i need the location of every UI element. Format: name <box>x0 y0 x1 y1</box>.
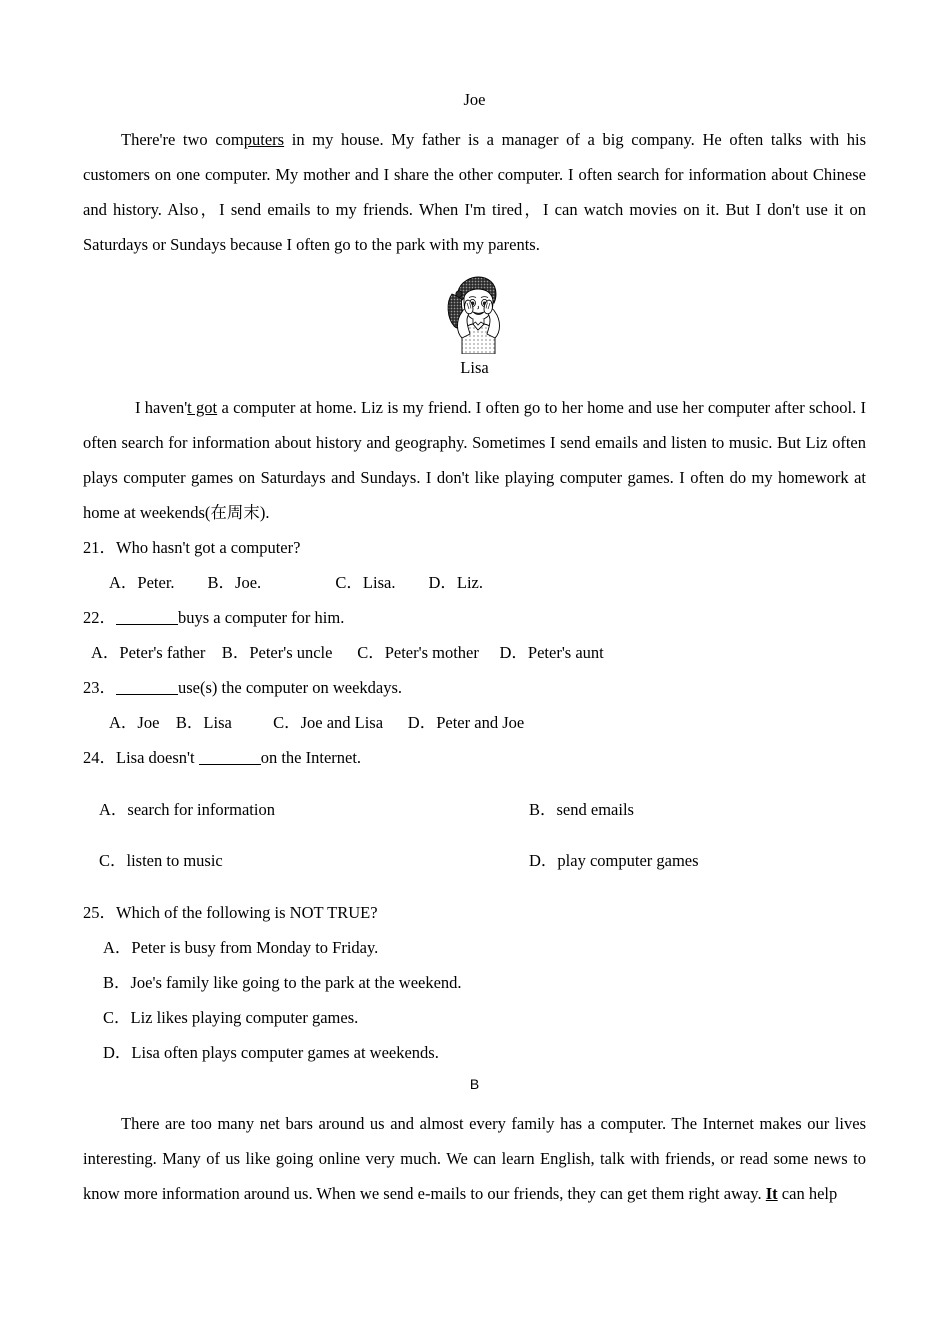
question-23-number: 23． <box>83 678 116 697</box>
question-24-option-b[interactable]: B．send emails <box>529 799 634 819</box>
passage-lisa-post: a computer at home. Liz is my friend. I often go to her home and use her computer after school. I often search for information about history and geography. Sometimes I send emails and listen to music. But Liz often plays computer games on Saturdays and Sundays. I don't like playing computer games. I often do my homework at home at weekends(在周末). <box>83 398 866 522</box>
question-21-options[interactable]: A．Peter. B．Joe. C．Lisa. D．Liz. <box>109 573 483 592</box>
page-content <box>83 86 866 1211</box>
question-24-number: 24． <box>83 748 116 767</box>
question-24-stem-pre: Lisa doesn't <box>116 748 199 767</box>
passage-joe-underlined-word: puters <box>243 130 285 149</box>
question-25-stem: Which of the following is NOT TRUE? <box>116 902 378 922</box>
passage-b <box>83 1106 866 1211</box>
passage-joe-post: in my house. My father is a manager of a big company. He often talks with his customers on one computer. My mother and I share the other computer. I often search for information about Chinese and history. Also，I send emails to my friends. When I'm tired，I can watch movies on it. But I don't use it on Saturdays or Sundays because I often go to the park with my parents. <box>83 130 866 254</box>
passage-joe-pre: There're two com <box>121 130 244 149</box>
question-22 <box>83 600 866 635</box>
question-24-answer-blank[interactable] <box>199 764 261 765</box>
question-21-stem: Who hasn't got a computer? <box>116 538 301 557</box>
passage-b-post: can help <box>777 1183 838 1203</box>
question-22-number: 22． <box>83 608 116 627</box>
question-25-option-b[interactable]: B．Joe's family like going to the park at the weekend. <box>103 972 462 992</box>
question-21 <box>83 530 866 565</box>
passage-lisa-underlined-word: t got <box>187 398 218 417</box>
passage-lisa <box>83 390 866 530</box>
question-22-options[interactable]: A．Peter's father B．Peter's uncle C．Peter's mother D．Peter's aunt <box>91 643 604 662</box>
passage-b-pre: There are too many net bars around us and almost every family has a computer. The Internet makes our lives interesting. Many of us like going online very much. We can learn English, talk with friends, or read some news to know more information around us. When we send e-mails to our friends, they can get them right away. <box>83 1113 866 1203</box>
question-25 <box>83 895 866 930</box>
question-23-answer-blank[interactable] <box>116 694 178 695</box>
question-24 <box>83 740 866 775</box>
question-25-option-d[interactable]: D．Lisa often plays computer games at weekends. <box>103 1042 439 1062</box>
question-25-option-a[interactable]: A．Peter is busy from Monday to Friday. <box>103 937 379 957</box>
passage-b-label: B <box>469 1075 480 1092</box>
question-23 <box>83 670 866 705</box>
speaker-label-lisa: Lisa <box>460 358 489 377</box>
question-24-stem-post: on the Internet. <box>260 748 362 767</box>
passage-b-emphasized-word: It <box>765 1183 778 1203</box>
passage-joe <box>83 122 866 262</box>
girl-holding-head-icon <box>444 274 506 354</box>
question-25-option-c[interactable]: C．Liz likes playing computer games. <box>103 1007 359 1027</box>
question-22-answer-blank[interactable] <box>116 624 178 625</box>
question-24-options-row-1 <box>83 792 866 827</box>
question-24-option-a[interactable]: A．search for information <box>99 799 275 819</box>
speaker-label-joe: Joe <box>463 90 486 109</box>
illustration-container <box>83 274 866 354</box>
question-24-options-row-2 <box>83 843 866 878</box>
question-23-options[interactable]: A．Joe B．Lisa C．Joe and Lisa D．Peter and Joe <box>109 713 525 732</box>
question-24-option-c[interactable]: C．listen to music <box>99 851 223 870</box>
question-24-option-d[interactable]: D．play computer games <box>529 851 699 870</box>
question-25-number: 25． <box>83 902 116 922</box>
question-21-number: 21． <box>83 538 116 557</box>
question-23-stem: use(s) the computer on weekdays. <box>178 678 403 697</box>
question-22-stem: buys a computer for him. <box>178 608 345 627</box>
passage-lisa-pre: I haven' <box>135 398 188 417</box>
